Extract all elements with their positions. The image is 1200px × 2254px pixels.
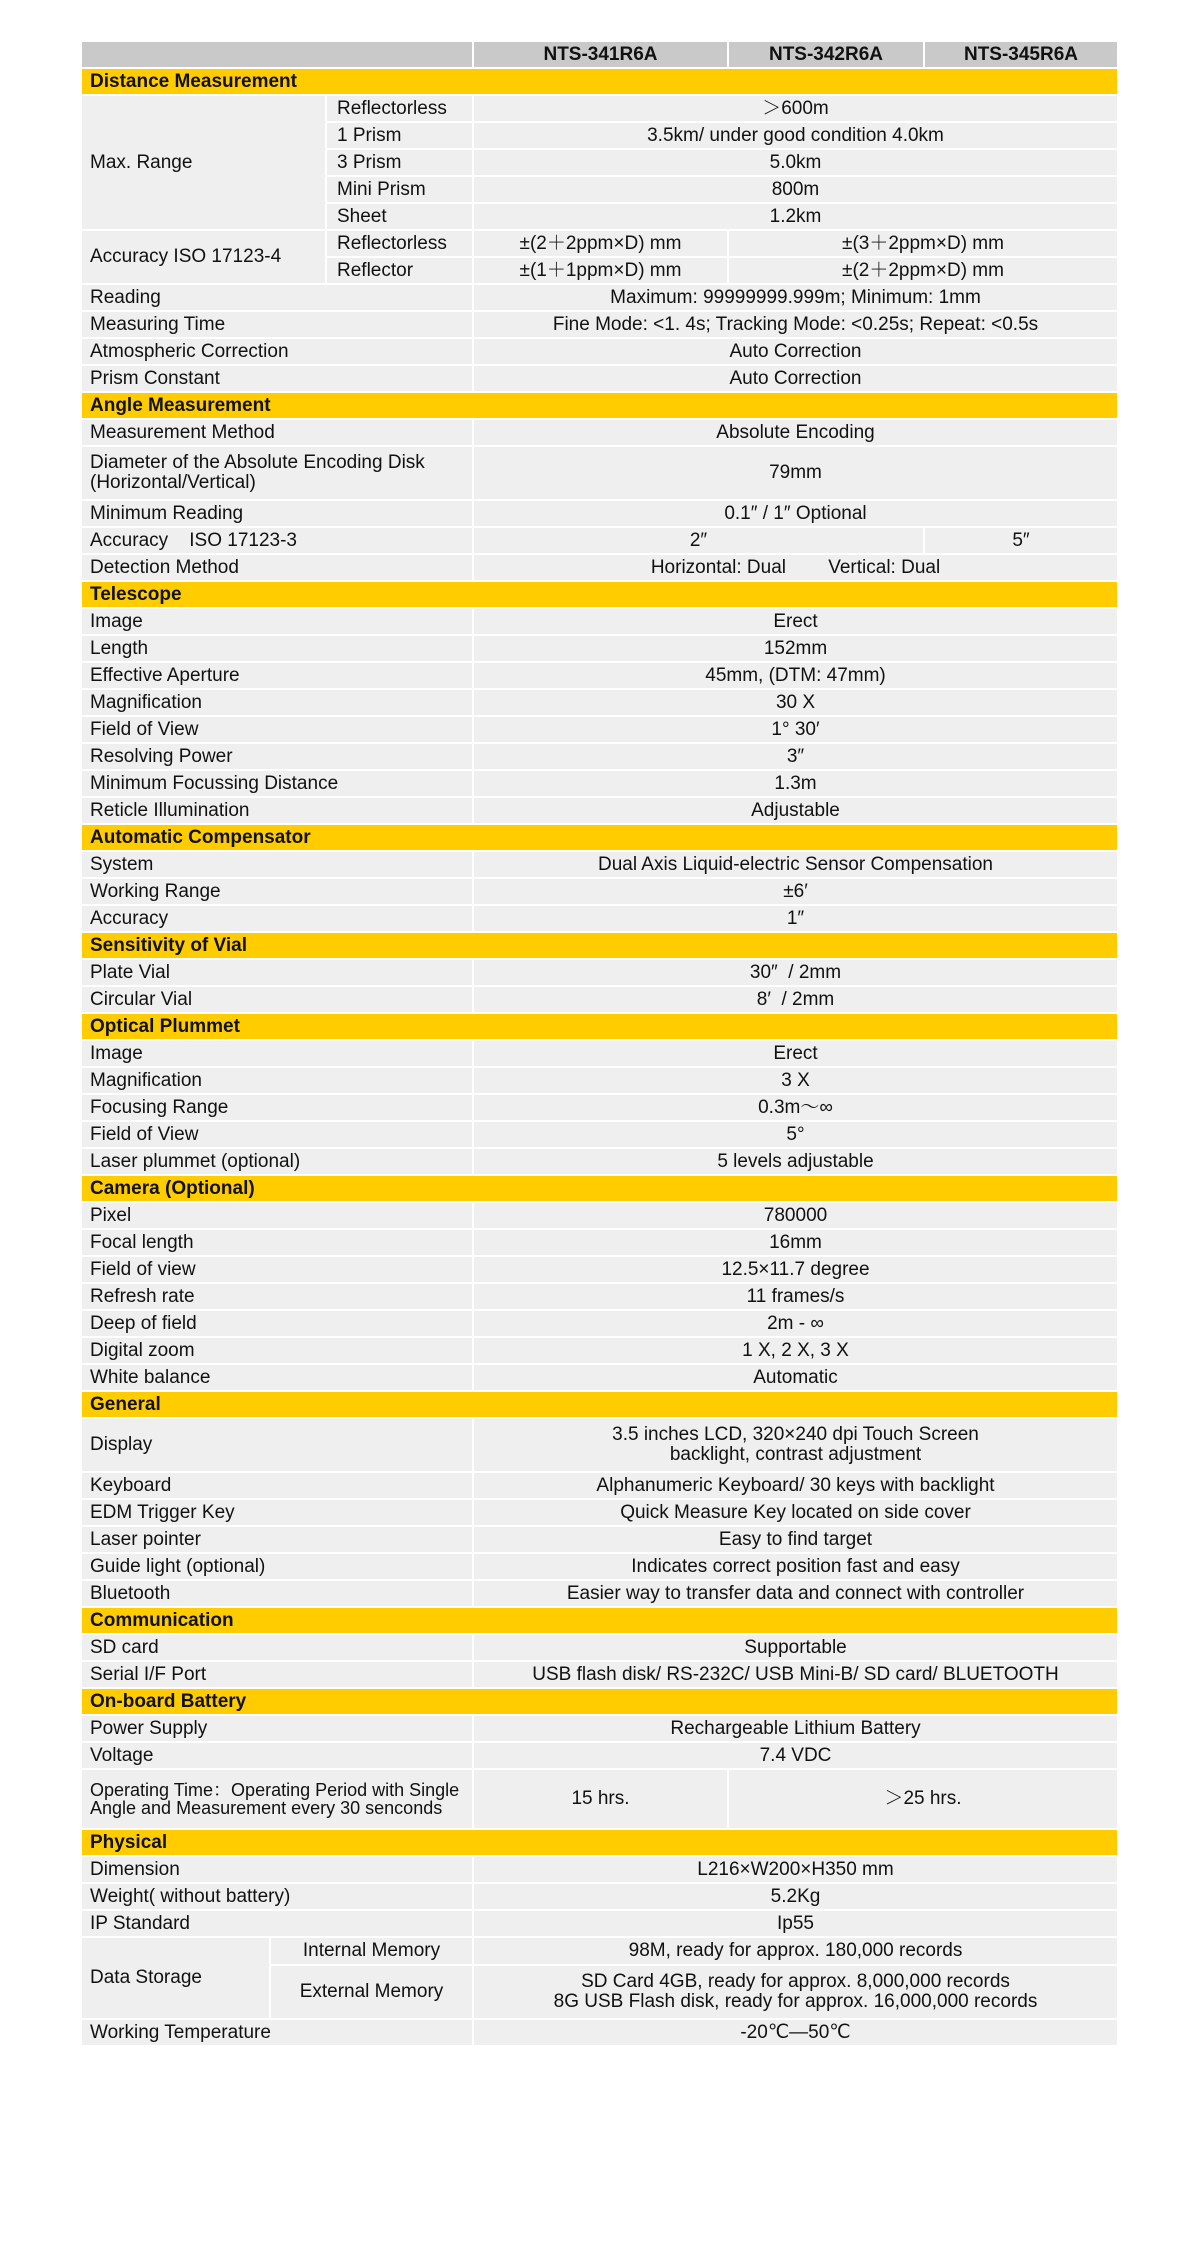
spec-row [81, 419, 1118, 446]
spec-value: Indicates correct position fast and easy [473, 1553, 1118, 1580]
spec-row [81, 716, 1118, 743]
spec-value: Automatic [473, 1364, 1118, 1391]
spec-row [81, 527, 1118, 554]
spec-sublabel: Reflectorless [326, 95, 473, 122]
spec-value [473, 1965, 1118, 2019]
section-header [81, 68, 1118, 95]
spec-sublabel: Reflector [326, 257, 473, 284]
spec-label: Refresh rate [81, 1283, 473, 1310]
spec-label: Pixel [81, 1202, 473, 1229]
spec-row [81, 1148, 1118, 1175]
spec-row [81, 284, 1118, 311]
spec-value: 5.2Kg [473, 1883, 1118, 1910]
spec-row [81, 1634, 1118, 1661]
section-header [81, 1013, 1118, 1040]
spec-row [81, 500, 1118, 527]
spec-value: 3.5km/ under good condition 4.0km [473, 122, 1118, 149]
spec-label: Accuracy [81, 905, 473, 932]
spec-row [81, 446, 1118, 500]
spec-value: 152mm [473, 635, 1118, 662]
spec-value: Alphanumeric Keyboard/ 30 keys with backlight [473, 1472, 1118, 1499]
spec-label: Data Storage [81, 1937, 270, 2019]
spec-row [81, 689, 1118, 716]
spec-value: Horizontal: Dual Vertical: Dual [473, 554, 1118, 581]
spec-sublabel: Mini Prism [326, 176, 473, 203]
spec-row [81, 1661, 1118, 1688]
spec-label: Plate Vial [81, 959, 473, 986]
spec-label: Atmospheric Correction [81, 338, 473, 365]
spec-row [81, 635, 1118, 662]
spec-row [81, 311, 1118, 338]
spec-value: Absolute Encoding [473, 419, 1118, 446]
spec-value: L216×W200×H350 mm [473, 1856, 1118, 1883]
spec-label: Operating Time：Operating Period with Single Angle and Measurement every 30 senconds [81, 1769, 473, 1829]
spec-label: Magnification [81, 1067, 473, 1094]
spec-value: Easy to find target [473, 1526, 1118, 1553]
spec-sublabel: Internal Memory [270, 1937, 473, 1965]
spec-row [81, 851, 1118, 878]
section-title: Distance Measurement [81, 68, 1118, 95]
spec-label: Focal length [81, 1229, 473, 1256]
spec-label: Image [81, 1040, 473, 1067]
spec-label: Reading [81, 284, 473, 311]
spec-label: Max. Range [81, 95, 326, 230]
spec-value: Easier way to transfer data and connect with controller [473, 1580, 1118, 1607]
spec-value: 5.0km [473, 149, 1118, 176]
spec-label: White balance [81, 1364, 473, 1391]
spec-value: Adjustable [473, 797, 1118, 824]
spec-row [81, 230, 1118, 257]
section-header [81, 392, 1118, 419]
spec-row [81, 1742, 1118, 1769]
spec-value: 1.2km [473, 203, 1118, 230]
spec-value: Rechargeable Lithium Battery [473, 1715, 1118, 1742]
spec-label: Resolving Power [81, 743, 473, 770]
spec-label: Reticle Illumination [81, 797, 473, 824]
spec-label: System [81, 851, 473, 878]
spec-value: 800m [473, 176, 1118, 203]
spec-value: 98M, ready for approx. 180,000 records [473, 1937, 1118, 1965]
spec-value: USB flash disk/ RS-232C/ USB Mini-B/ SD card/ BLUETOOTH [473, 1661, 1118, 1688]
spec-label: Accuracy ISO 17123-3 [81, 527, 473, 554]
spec-value: 5° [473, 1121, 1118, 1148]
spec-label: Keyboard [81, 1472, 473, 1499]
spec-value: Erect [473, 608, 1118, 635]
spec-label: Length [81, 635, 473, 662]
spec-row [81, 905, 1118, 932]
spec-value: 79mm [473, 446, 1118, 500]
spec-row [81, 95, 1118, 122]
spec-row [81, 1310, 1118, 1337]
spec-row [81, 1715, 1118, 1742]
section-title: Automatic Compensator [81, 824, 1118, 851]
spec-value-line: 8G USB Flash disk, ready for approx. 16,000,000 records [553, 1991, 1038, 2012]
spec-row [81, 770, 1118, 797]
spec-label: Dimension [81, 1856, 473, 1883]
spec-row [81, 1472, 1118, 1499]
section-title: Telescope [81, 581, 1118, 608]
spec-row [81, 1337, 1118, 1364]
spec-row [81, 662, 1118, 689]
spec-label: Minimum Reading [81, 500, 473, 527]
section-title: Physical [81, 1829, 1118, 1856]
spec-row [81, 1856, 1118, 1883]
spec-value: ±(2＋2ppm×D) mm [473, 230, 728, 257]
spec-label: Accuracy ISO 17123-4 [81, 230, 326, 284]
spec-label: Field of View [81, 1121, 473, 1148]
spec-value: ±(3＋2ppm×D) mm [728, 230, 1118, 257]
spec-row [81, 608, 1118, 635]
section-header [81, 1688, 1118, 1715]
spec-value: 1″ [473, 905, 1118, 932]
spec-row [81, 1499, 1118, 1526]
spec-value: 1.3m [473, 770, 1118, 797]
spec-value: 30″ / 2mm [473, 959, 1118, 986]
spec-row [81, 1883, 1118, 1910]
spec-label: Laser plummet (optional) [81, 1148, 473, 1175]
spec-label: Bluetooth [81, 1580, 473, 1607]
spec-value-line: backlight, contrast adjustment [669, 1444, 922, 1465]
spec-row [81, 1094, 1118, 1121]
spec-sublabel: 1 Prism [326, 122, 473, 149]
spec-value: Auto Correction [473, 338, 1118, 365]
spec-table [80, 40, 1119, 2047]
model-name: NTS-341R6A [473, 41, 728, 68]
spec-row [81, 554, 1118, 581]
spec-value: 2″ [473, 527, 924, 554]
spec-sublabel: 3 Prism [326, 149, 473, 176]
section-title: On-board Battery [81, 1688, 1118, 1715]
section-title: Communication [81, 1607, 1118, 1634]
spec-row [81, 1553, 1118, 1580]
spec-value: ±(1＋1ppm×D) mm [473, 257, 728, 284]
spec-value: ＞600m [473, 95, 1118, 122]
spec-row [81, 1910, 1118, 1937]
spec-value: 3″ [473, 743, 1118, 770]
spec-row [81, 365, 1118, 392]
section-title: Camera (Optional) [81, 1175, 1118, 1202]
spec-label: EDM Trigger Key [81, 1499, 473, 1526]
spec-value: ±6′ [473, 878, 1118, 905]
spec-label: Minimum Focussing Distance [81, 770, 473, 797]
section-header [81, 1391, 1118, 1418]
spec-row [81, 1364, 1118, 1391]
spec-row [81, 2019, 1118, 2046]
model-name: NTS-345R6A [924, 41, 1118, 68]
spec-value [473, 1418, 1118, 1472]
spec-value: ＞25 hrs. [728, 1769, 1118, 1829]
spec-value: 1 X, 2 X, 3 X [473, 1337, 1118, 1364]
spec-value: 5 levels adjustable [473, 1148, 1118, 1175]
spec-label: Effective Aperture [81, 662, 473, 689]
spec-value: Ip55 [473, 1910, 1118, 1937]
spec-label: Voltage [81, 1742, 473, 1769]
spec-label: Deep of field [81, 1310, 473, 1337]
spec-value: 12.5×11.7 degree [473, 1256, 1118, 1283]
spec-label: Digital zoom [81, 1337, 473, 1364]
spec-sheet [80, 40, 1117, 2047]
section-header [81, 1829, 1118, 1856]
spec-value: 15 hrs. [473, 1769, 728, 1829]
spec-value-line: 3.5 inches LCD, 320×240 dpi Touch Screen [612, 1424, 979, 1445]
section-header [81, 581, 1118, 608]
spec-row [81, 338, 1118, 365]
spec-row [81, 1256, 1118, 1283]
spec-label: Magnification [81, 689, 473, 716]
spec-label: Measuring Time [81, 311, 473, 338]
section-header [81, 1607, 1118, 1634]
spec-row [81, 959, 1118, 986]
spec-value: 1° 30′ [473, 716, 1118, 743]
spec-value: Dual Axis Liquid-electric Sensor Compensation [473, 851, 1118, 878]
spec-value: Erect [473, 1040, 1118, 1067]
spec-value: 7.4 VDC [473, 1742, 1118, 1769]
spec-value: Supportable [473, 1634, 1118, 1661]
spec-row [81, 1580, 1118, 1607]
spec-value: 30 X [473, 689, 1118, 716]
spec-value: 0.1″ / 1″ Optional [473, 500, 1118, 527]
spec-label: Serial I/F Port [81, 1661, 473, 1688]
spec-value: 8′ / 2mm [473, 986, 1118, 1013]
spec-row [81, 743, 1118, 770]
spec-label: Diameter of the Absolute Encoding Disk (Horizontal/Vertical) [81, 446, 473, 500]
spec-value: -20℃—50℃ [473, 2019, 1118, 2046]
spec-label: Working Temperature [81, 2019, 473, 2046]
spec-label: Detection Method [81, 554, 473, 581]
section-header [81, 824, 1118, 851]
spec-row [81, 1067, 1118, 1094]
spec-row [81, 1229, 1118, 1256]
spec-row [81, 1769, 1118, 1829]
spec-value-line: SD Card 4GB, ready for approx. 8,000,000 records [581, 1971, 1010, 1992]
spec-value: Maximum: 99999999.999m; Minimum: 1mm [473, 284, 1118, 311]
spec-row [81, 1202, 1118, 1229]
spec-row [81, 986, 1118, 1013]
spec-value: Quick Measure Key located on side cover [473, 1499, 1118, 1526]
section-header [81, 1175, 1118, 1202]
spec-label: Laser pointer [81, 1526, 473, 1553]
header-blank-cell [81, 41, 473, 68]
model-header-row [81, 41, 1118, 68]
spec-row [81, 1283, 1118, 1310]
spec-label: Field of View [81, 716, 473, 743]
spec-label: SD card [81, 1634, 473, 1661]
spec-sublabel: External Memory [270, 1965, 473, 2019]
spec-label: Display [81, 1418, 473, 1472]
spec-sublabel: Reflectorless [326, 230, 473, 257]
spec-value: 45mm, (DTM: 47mm) [473, 662, 1118, 689]
model-name: NTS-342R6A [728, 41, 924, 68]
spec-row [81, 1937, 1118, 1965]
spec-value: 780000 [473, 1202, 1118, 1229]
section-title: General [81, 1391, 1118, 1418]
section-title: Optical Plummet [81, 1013, 1118, 1040]
section-title: Sensitivity of Vial [81, 932, 1118, 959]
spec-value: 16mm [473, 1229, 1118, 1256]
spec-row [81, 1121, 1118, 1148]
spec-label: Focusing Range [81, 1094, 473, 1121]
spec-label: Measurement Method [81, 419, 473, 446]
spec-label: Circular Vial [81, 986, 473, 1013]
spec-row [81, 1526, 1118, 1553]
spec-value: 3 X [473, 1067, 1118, 1094]
spec-value: 5″ [924, 527, 1118, 554]
spec-label: Field of view [81, 1256, 473, 1283]
spec-label: Guide light (optional) [81, 1553, 473, 1580]
spec-row [81, 878, 1118, 905]
spec-label: Prism Constant [81, 365, 473, 392]
spec-label: Image [81, 608, 473, 635]
spec-row [81, 797, 1118, 824]
section-title: Angle Measurement [81, 392, 1118, 419]
spec-label: Working Range [81, 878, 473, 905]
spec-value: Fine Mode: <1. 4s; Tracking Mode: <0.25s; Repeat: <0.5s [473, 311, 1118, 338]
spec-value: ±(2＋2ppm×D) mm [728, 257, 1118, 284]
spec-row [81, 1418, 1118, 1472]
spec-value: 11 frames/s [473, 1283, 1118, 1310]
spec-value: 2m - ∞ [473, 1310, 1118, 1337]
spec-label: IP Standard [81, 1910, 473, 1937]
spec-sublabel: Sheet [326, 203, 473, 230]
spec-label: Power Supply [81, 1715, 473, 1742]
spec-label: Weight( without battery) [81, 1883, 473, 1910]
spec-value: Auto Correction [473, 365, 1118, 392]
spec-row [81, 1040, 1118, 1067]
section-header [81, 932, 1118, 959]
spec-value: 0.3m～∞ [473, 1094, 1118, 1121]
